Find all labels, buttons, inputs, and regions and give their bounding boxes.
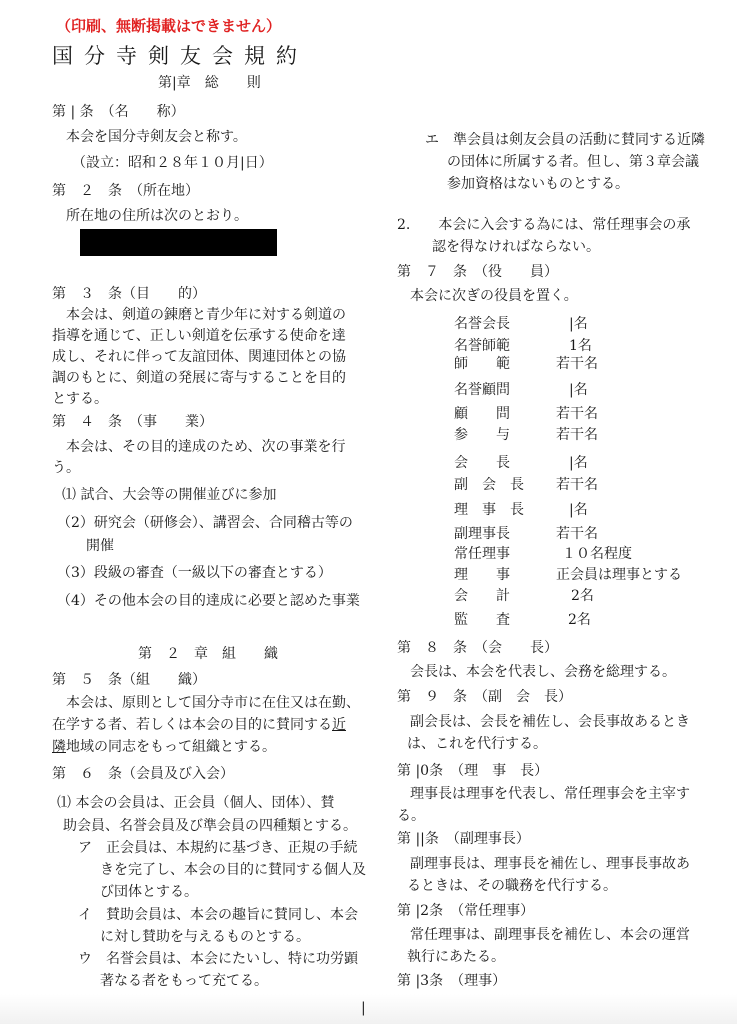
document-title: 国分寺剣友会規約 [52,44,308,68]
article-6-subitem: に対し賛助を与えるものとする。 [100,929,310,945]
article-6-subitem: ウ 名誉会員は、本会にたいし、特に功労顕 [78,951,358,967]
officer-count: |名 [569,455,588,471]
officer-role: 顧 問 [454,406,510,422]
officer-count: 2名 [568,612,591,628]
article-3-heading: 第 ３ 条（目 的） [52,286,206,302]
article-5-line: 隣地域の同志をもって組織とする。 [52,739,276,755]
article-3-line: 指導を通じて、正しい剣道を伝承する使命を達 [52,328,346,344]
chapter-1-heading: 第|章 総 則 [158,75,261,91]
article-6-line: ⑴ 本会の会員は、正会員（個人、団体）、賛 [57,795,335,811]
article-6-line: 助会員、名誉会員及び準会員の四種類とする。 [63,818,357,834]
article-2-heading: 第 ２ 条 （所在地） [52,183,199,199]
officer-role: 常任理事 [454,546,510,562]
officer-role: 会 計 [454,588,510,604]
article-4-item: ⑴ 試合、大会等の開催並びに参加 [62,487,277,503]
article-3-line: 調のもとに、剣道の発展に寄与することを目的 [52,370,346,386]
article-5-line: 在学する者、若しくは本会の目的に賛同する近 [52,717,346,733]
officer-role: 副 会 長 [454,477,524,493]
article-6-subitem-e: エ 準会員は剣友会員の活動に賛同する近隣 [425,132,705,148]
article-6-paragraph-2: 2. 本会に入会する為には、常任理事会の承 [397,217,691,233]
article-11-line: るときは、その職務を代行する。 [407,878,617,894]
article-4-item: （4）その他本会の目的達成に必要と認めた事業 [57,593,360,609]
officer-count: |名 [569,502,588,518]
article-9-line: は、これを代行する。 [407,736,547,752]
officer-role: 名誉師範 [454,338,510,354]
article-10-line: 理事長は理事を代表し、常任理事会を主宰す [410,786,690,802]
article-6-subitem: 著なる者をもって充てる。 [100,973,268,989]
article-2-body: 所在地の住所は次のとおり。 [66,208,248,224]
officer-count: 若干名 [556,477,598,493]
officer-count: |名 [569,316,588,332]
article-6-paragraph-2: 認を得なければならない。 [432,239,600,255]
article-6-subitem-e: 参加資格はないものとする。 [447,176,629,192]
redacted-address [80,229,277,256]
officer-role: 理 事 [454,567,510,583]
article-6-subitem: び団体とする。 [100,884,198,900]
article-9-line: 副会長は、会長を補佐し、会長事故あるとき [410,714,690,730]
article-3-line: 成し、それに伴って友誼団体、関連団体との協 [52,349,346,365]
officer-role: 名誉会長 [454,316,510,332]
article-4-heading: 第 ４ 条 （事 業） [52,414,213,430]
underlined-text: 近 [332,717,346,733]
article-8-heading: 第 ８ 条 （会 長） [397,640,558,656]
article-13-heading: 第 |3条 （理事） [397,973,507,989]
officer-count: 1名 [569,338,592,354]
page-number: | [361,1000,366,1016]
article-1-body: 本会を国分寺剣友会と称す。 [66,129,247,145]
officer-role: 師 範 [454,356,510,372]
article-6-heading: 第 ６ 条（会員及び入会） [52,766,234,782]
officer-count: 若干名 [556,406,598,422]
article-9-heading: 第 ９ 条 （副 会 長） [397,689,572,705]
officer-count: 若干名 [556,526,598,542]
article-10-heading: 第 |0条 （理 事 長） [397,763,549,779]
underlined-text: 隣 [52,739,66,755]
officer-role: 理 事 長 [454,502,524,518]
officer-role: 参 与 [454,427,510,443]
article-12-line: 執行にあたる。 [407,949,505,965]
article-6-subitem-e: の団体に所属する者。但し、第３章会議 [447,154,699,170]
officer-count: 若干名 [556,427,598,443]
article-1-founding-note: （設立：昭和２８年１０月|日） [72,155,273,171]
article-4-item: （3）段級の審査（一級以下の審査とする） [57,565,332,581]
page-bottom-edge [0,994,737,1024]
officer-count: 2名 [571,588,594,604]
article-3-line: とする。 [52,391,108,407]
article-4-line: 本会は、その目的達成のため、次の事業を行 [66,439,346,455]
article-8-body: 会長は、本会を代表し、会務を総理する。 [410,664,676,680]
article-12-heading: 第 |2条 （常任理事） [397,903,535,919]
article-4-item: 開催 [86,538,114,554]
officer-role: 名誉顧問 [454,382,510,398]
article-4-item: （2）研究会（研修会）、講習会、合同稽古等の [57,515,353,531]
article-11-line: 副理事長は、理事長を補佐し、理事長事故あ [410,856,690,872]
article-6-subitem: イ 賛助会員は、本会の趣旨に賛同し、本会 [78,907,358,923]
article-3-line: 本会は、剣道の錬磨と青少年に対する剣道の [66,307,346,323]
article-10-line: る。 [397,808,425,824]
article-1-heading: 第 | 条 （名 称） [52,104,185,120]
officer-role: 会 長 [454,455,510,471]
article-4-line: う。 [52,460,80,476]
officer-count: 正会員は理事とする [556,567,682,583]
chapter-2-heading: 第 ２ 章 組 織 [138,646,278,662]
article-7-body: 本会に次ぎの役員を置く。 [410,288,578,304]
article-7-heading: 第 ７ 条 （役 員） [397,264,558,280]
officer-count: １０名程度 [562,546,632,562]
print-notice: （印刷、無断掲載はできません） [56,17,282,35]
officer-count: 若干名 [556,356,598,372]
officer-role: 監 査 [454,612,510,628]
article-5-heading: 第 ５ 条（組 織） [52,672,206,688]
officer-count: |名 [569,382,588,398]
officer-role: 副理事長 [454,526,510,542]
article-12-line: 常任理事は、副理事長を補佐し、本会の運営 [410,927,690,943]
article-6-subitem: きを完了し、本会の目的に賛同する個人及 [100,862,366,878]
article-11-heading: 第 ||条 （副理事長） [397,831,530,847]
article-5-line: 本会は、原則として国分寺市に在住又は在勤、 [66,695,360,711]
article-6-subitem: ア 正会員は、本規約に基づき、正規の手続 [78,840,358,856]
